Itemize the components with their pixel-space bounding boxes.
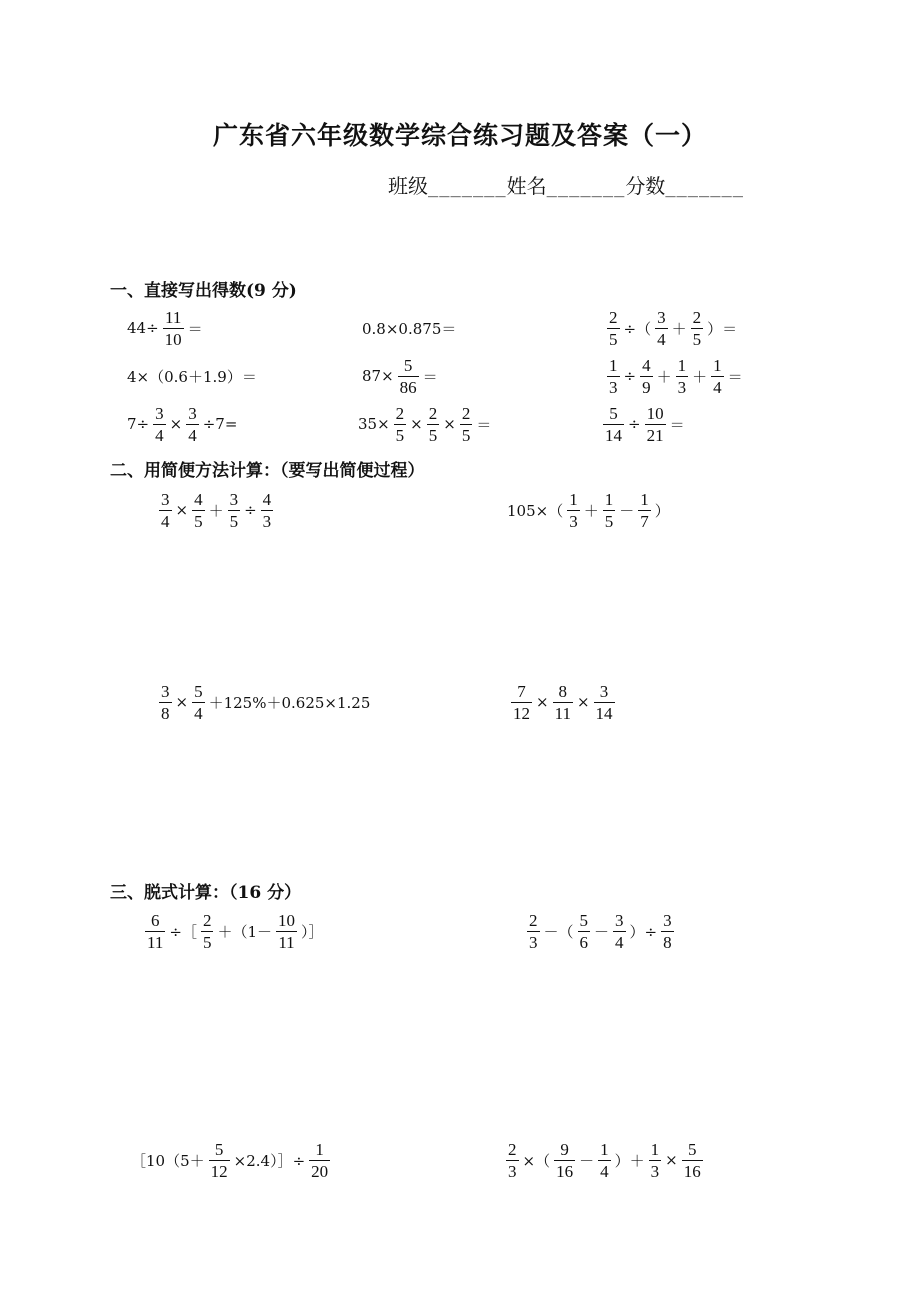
fraction-numerator: 1 <box>650 1139 660 1159</box>
fraction-numerator: 5 <box>687 1139 697 1159</box>
s1-problem-7 <box>126 394 238 454</box>
s3-problem-3 <box>130 1130 333 1190</box>
fraction-denominator: 11 <box>278 932 295 952</box>
expr-text: 105×（ <box>507 501 564 520</box>
expr-text: 35× <box>358 415 390 433</box>
fraction-denominator: 14 <box>605 425 622 445</box>
fraction <box>163 309 184 348</box>
fraction-denominator: 11 <box>554 703 571 723</box>
fraction-numerator: 5 <box>194 681 203 701</box>
fraction-numerator: 5 <box>609 403 618 423</box>
fraction-numerator: 4 <box>262 489 272 509</box>
fraction-denominator: 7 <box>640 511 649 531</box>
fraction-numerator: 10 <box>646 403 664 423</box>
fraction-numerator: 2 <box>202 910 212 930</box>
expr-text: × <box>443 415 456 433</box>
expr-text: × <box>175 693 189 711</box>
section1-heading: 一、直接写出得数(9 分) <box>110 281 297 301</box>
fraction-numerator: 1 <box>569 489 578 509</box>
fraction <box>607 357 620 396</box>
fraction <box>192 491 205 530</box>
fraction-numerator: 3 <box>663 910 672 930</box>
expr-text: ÷ <box>628 415 641 433</box>
fraction-denominator: 11 <box>147 932 164 952</box>
fraction <box>159 683 172 722</box>
fraction-denominator: 5 <box>395 425 405 445</box>
expr-text: × <box>169 415 183 433</box>
expr-text: ）÷ <box>629 922 658 941</box>
fraction <box>649 1141 662 1180</box>
fraction <box>527 912 540 951</box>
s2-problem-4 <box>508 672 618 732</box>
expr-text: ）＋ <box>614 1151 645 1170</box>
fraction-denominator: 5 <box>194 511 203 531</box>
fraction <box>554 1141 575 1180</box>
fraction-denominator: 5 <box>604 511 614 531</box>
expr-text: ＋ <box>656 367 672 386</box>
expr-text: ＋ <box>671 319 687 338</box>
fraction-numerator: 3 <box>229 489 239 509</box>
page-title: 广东省六年级数学综合练习题及答案（一） <box>212 121 707 150</box>
s1-problem-9 <box>600 394 686 454</box>
fraction-denominator: 4 <box>155 425 164 445</box>
section2-heading: 二、用简便方法计算：（要写出简便过程） <box>110 461 425 481</box>
fraction-denominator: 12 <box>210 1161 228 1181</box>
s3-problem-4 <box>503 1130 706 1190</box>
fraction <box>398 357 419 396</box>
fraction <box>153 405 166 444</box>
fraction-denominator: 20 <box>311 1161 329 1181</box>
fraction-denominator: 5 <box>229 511 239 531</box>
fraction <box>598 1141 611 1180</box>
fraction <box>711 357 724 396</box>
fraction-denominator: 4 <box>194 703 203 723</box>
fraction <box>655 309 668 348</box>
fraction <box>676 357 689 396</box>
expr-text: ＝ <box>727 367 743 386</box>
expr-text: ＝ <box>422 367 438 386</box>
fraction-numerator: 1 <box>600 1139 609 1159</box>
fraction-denominator: 86 <box>399 377 417 397</box>
fraction-numerator: 4 <box>642 355 651 375</box>
fraction-denominator: 6 <box>579 932 589 952</box>
name-label: 姓名 <box>506 174 547 198</box>
fraction <box>594 683 615 722</box>
fraction-numerator: 3 <box>615 910 624 930</box>
s2-problem-2 <box>506 480 671 540</box>
fraction-denominator: 8 <box>663 932 672 952</box>
fraction-denominator: 16 <box>683 1161 701 1181</box>
expr-text: ÷ <box>244 501 257 519</box>
class-blank[interactable]: _______ <box>428 178 507 198</box>
expr-text: × <box>175 501 189 519</box>
fraction-denominator: 4 <box>188 425 197 445</box>
expr-text: ×2.4）］÷ <box>233 1151 306 1170</box>
expr-text: － <box>594 922 610 941</box>
fraction-denominator: 3 <box>609 377 618 397</box>
student-info-line <box>388 170 744 199</box>
section3-heading: 三、脱式计算：（16 分） <box>110 883 302 903</box>
s3-problem-1 <box>142 901 325 961</box>
fraction-numerator: 2 <box>461 403 471 423</box>
fraction-denominator: 5 <box>461 425 471 445</box>
fraction <box>661 912 674 951</box>
expr-text: ＋（1－ <box>217 922 272 941</box>
fraction-numerator: 1 <box>315 1139 324 1159</box>
fraction-numerator: 11 <box>164 307 182 327</box>
fraction-numerator: 1 <box>604 489 614 509</box>
fraction <box>682 1141 703 1180</box>
expr-text: ＝ <box>476 415 492 434</box>
fraction-denominator: 3 <box>529 932 538 952</box>
fraction-numerator: 2 <box>609 307 618 327</box>
expr-text: ［10（5＋ <box>131 1151 205 1170</box>
expr-text: × <box>536 693 549 711</box>
fraction-denominator: 9 <box>642 377 651 397</box>
fraction-numerator: 5 <box>403 355 413 375</box>
fraction-numerator: 1 <box>713 355 722 375</box>
fraction-denominator: 14 <box>595 703 613 723</box>
fraction <box>567 491 580 530</box>
score-blank[interactable]: _______ <box>665 178 744 198</box>
fraction-numerator: 10 <box>278 910 295 930</box>
expr-text: 0.8×0.875＝ <box>362 319 457 338</box>
fraction-numerator: 5 <box>579 910 589 930</box>
s3-problem-2 <box>524 901 677 961</box>
fraction-denominator: 4 <box>161 511 170 531</box>
fraction-numerator: 1 <box>640 489 649 509</box>
fraction <box>511 683 532 722</box>
expr-text: 87× <box>362 367 394 385</box>
fraction-denominator: 4 <box>615 932 624 952</box>
fraction-numerator: 2 <box>529 910 538 930</box>
fraction <box>261 491 274 530</box>
fraction-numerator: 3 <box>599 681 609 701</box>
expr-text: ＝ <box>187 319 203 338</box>
fraction-numerator: 2 <box>428 403 438 423</box>
fraction-numerator: 3 <box>161 681 170 701</box>
fraction-numerator: 8 <box>558 681 568 701</box>
expr-text: －（ <box>543 922 574 941</box>
fraction <box>201 912 214 951</box>
fraction-denominator: 5 <box>609 329 618 349</box>
fraction <box>640 357 653 396</box>
fraction <box>460 405 473 444</box>
class-label: 班级 <box>388 174 428 198</box>
fraction <box>427 405 440 444</box>
fraction-denominator: 3 <box>569 511 578 531</box>
fraction <box>645 405 666 444</box>
fraction-denominator: 4 <box>657 329 666 349</box>
expr-text: 4×（0.6＋1.9）＝ <box>127 367 257 386</box>
expr-text: ＝ <box>669 415 685 434</box>
score-label: 分数 <box>625 174 666 198</box>
fraction-numerator: 4 <box>194 489 203 509</box>
fraction-denominator: 3 <box>677 377 687 397</box>
fraction-numerator: 2 <box>395 403 405 423</box>
expr-text: ＋ <box>208 501 224 520</box>
fraction-numerator: 1 <box>609 355 618 375</box>
fraction-denominator: 3 <box>262 511 272 531</box>
s2-problem-3 <box>156 672 371 732</box>
expr-text: ×（ <box>522 1151 551 1170</box>
fraction-numerator: 9 <box>560 1139 569 1159</box>
s2-problem-1 <box>156 480 276 540</box>
expr-text: ÷［ <box>169 922 197 941</box>
fraction-denominator: 8 <box>161 703 170 723</box>
fraction-denominator: 5 <box>692 329 702 349</box>
fraction-numerator: 3 <box>188 403 197 423</box>
fraction-denominator: 12 <box>513 703 530 723</box>
s1-problem-8 <box>357 394 492 454</box>
fraction-denominator: 21 <box>646 425 664 445</box>
expr-text: 7÷ <box>127 415 150 433</box>
expr-text: － <box>579 1151 595 1170</box>
fraction <box>309 1141 330 1180</box>
fraction-numerator: 2 <box>508 1139 517 1159</box>
fraction-numerator: 2 <box>692 307 702 327</box>
fraction <box>603 491 616 530</box>
fraction-denominator: 16 <box>556 1161 574 1181</box>
fraction <box>553 683 573 722</box>
expr-text: － <box>619 501 635 520</box>
expr-text: ÷ <box>623 367 637 385</box>
fraction <box>603 405 624 444</box>
fraction-numerator: 3 <box>657 307 666 327</box>
fraction <box>691 309 704 348</box>
expr-text: ＋ <box>692 367 708 386</box>
fraction-denominator: 3 <box>508 1161 517 1181</box>
fraction-denominator: 4 <box>600 1161 609 1181</box>
fraction <box>638 491 651 530</box>
expr-text: ）＝ <box>707 319 738 338</box>
fraction-denominator: 10 <box>164 329 182 349</box>
fraction-numerator: 5 <box>214 1139 224 1159</box>
name-blank[interactable]: _______ <box>546 178 626 198</box>
fraction <box>613 912 626 951</box>
fraction-numerator: 3 <box>155 403 164 423</box>
fraction <box>578 912 591 951</box>
fraction <box>192 683 205 722</box>
fraction <box>394 405 407 444</box>
fraction-denominator: 4 <box>713 377 722 397</box>
fraction <box>145 912 165 951</box>
fraction <box>228 491 241 530</box>
expr-text: ＋125%＋0.625×1.25 <box>208 693 371 712</box>
expr-text: 44÷ <box>127 319 159 337</box>
fraction <box>276 912 297 951</box>
fraction <box>186 405 199 444</box>
fraction <box>209 1141 230 1180</box>
fraction <box>506 1141 519 1180</box>
fraction-numerator: 7 <box>517 681 526 701</box>
expr-text: × <box>576 693 590 711</box>
expr-text: ） <box>654 501 670 520</box>
expr-text: ÷（ <box>623 319 652 338</box>
expr-text: ）］ <box>301 922 324 941</box>
fraction-denominator: 5 <box>202 932 212 952</box>
expr-text: × <box>410 415 423 433</box>
fraction-numerator: 1 <box>677 355 687 375</box>
fraction-denominator: 5 <box>428 425 438 445</box>
expr-text: ÷7= <box>202 415 238 433</box>
fraction-numerator: 6 <box>150 910 160 930</box>
fraction <box>607 309 620 348</box>
fraction-denominator: 3 <box>650 1161 660 1181</box>
fraction-numerator: 3 <box>161 489 170 509</box>
fraction <box>159 491 172 530</box>
expr-text: ＋ <box>583 501 599 520</box>
expr-text: × <box>665 1151 678 1169</box>
